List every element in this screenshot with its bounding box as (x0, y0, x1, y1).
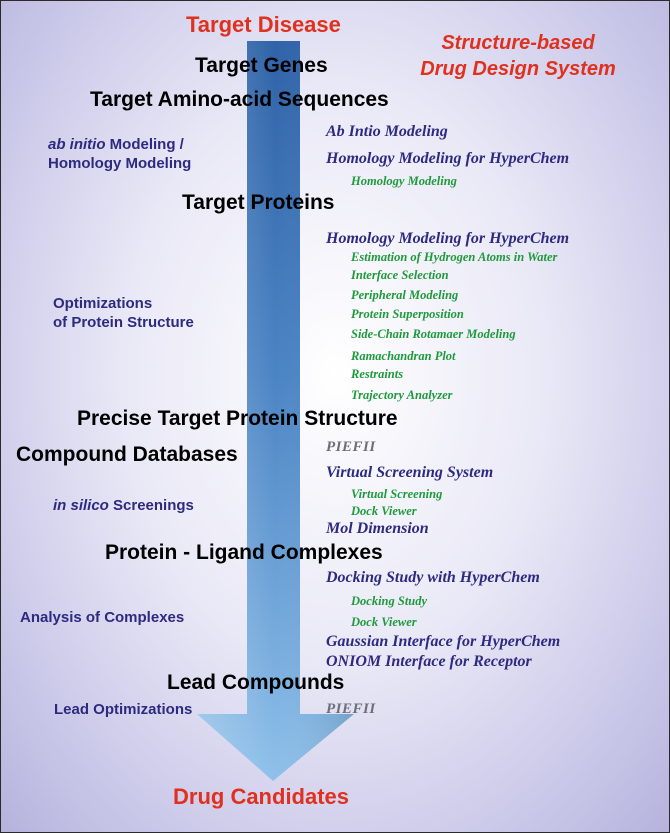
tool-piefii-2: PIEFII (326, 701, 376, 717)
target-disease-label: Target Disease (186, 12, 341, 37)
tool-virtual-screening-system: Virtual Screening System (326, 464, 494, 481)
milestone-target-genes: Target Genes (195, 54, 328, 77)
tool-ab-initio-modeling: Ab Intio Modeling (326, 123, 448, 140)
stage-modeling-rest: Modeling / (105, 136, 184, 153)
stage-modeling-em: ab initio (48, 136, 106, 153)
tool-gaussian-interface: Gaussian Interface for HyperChem (326, 633, 561, 650)
tool-opt-item: Ramachandran Plot (351, 349, 456, 363)
tool-opt-item: Side-Chain Rotamaer Modeling (351, 327, 516, 341)
tool-opt-item: Interface Selection (351, 268, 449, 282)
stage-in-silico-em: in silico (53, 497, 109, 514)
tool-dock-viewer-2: Dock Viewer (351, 615, 417, 629)
tool-opt-item: Trajectory Analyzer (351, 388, 453, 402)
system-title-line1: Structure-based (441, 32, 595, 54)
milestone-lead-compounds: Lead Compounds (167, 671, 345, 694)
stage-in-silico-rest: Screenings (108, 497, 194, 514)
milestone-target-proteins: Target Proteins (182, 191, 335, 214)
tool-dock-viewer-1: Dock Viewer (351, 504, 417, 518)
stage-in-silico-screenings (53, 496, 194, 515)
milestone-protein-ligand-complexes: Protein - Ligand Complexes (105, 541, 383, 564)
stage-modeling (48, 135, 191, 173)
milestone-precise-structure: Precise Target Protein Structure (77, 407, 398, 430)
tool-oniom-interface: ONIOM Interface for Receptor (326, 653, 532, 670)
tool-homology-modeling-hyperchem-1: Homology Modeling for HyperChem (326, 150, 570, 167)
tool-opt-item: Restraints (351, 367, 404, 381)
stage-lead-optimizations: Lead Optimizations (54, 701, 193, 718)
system-title-line2: Drug Design System (420, 58, 616, 80)
milestone-amino-acid-sequences: Target Amino-acid Sequences (90, 88, 389, 111)
tool-virtual-screening: Virtual Screening (351, 487, 443, 501)
tool-docking-study: Docking Study (351, 594, 428, 608)
tool-homology-modeling-sub: Homology Modeling (351, 174, 457, 188)
drug-candidates-label: Drug Candidates (173, 784, 350, 809)
tool-opt-item: Peripheral Modeling (351, 288, 459, 302)
stage-modeling-line2: Homology Modeling (48, 155, 192, 172)
stage-optimizations (53, 294, 194, 332)
stage-optimizations-line1: Optimizations (53, 295, 153, 312)
tool-mol-dimension: Mol Dimension (326, 520, 429, 537)
tool-docking-study-hyperchem: Docking Study with HyperChem (326, 569, 540, 586)
tool-opt-item: Estimation of Hydrogen Atoms in Water (351, 250, 558, 264)
tool-piefii-1: PIEFII (326, 439, 376, 455)
tool-homology-modeling-hyperchem-2: Homology Modeling for HyperChem (326, 230, 570, 247)
system-title (384, 30, 652, 82)
stage-analysis-of-complexes: Analysis of Complexes (20, 609, 185, 626)
stage-optimizations-line2: of Protein Structure (53, 314, 194, 331)
tool-opt-item: Protein Superposition (351, 307, 464, 321)
milestone-compound-databases: Compound Databases (16, 443, 238, 466)
